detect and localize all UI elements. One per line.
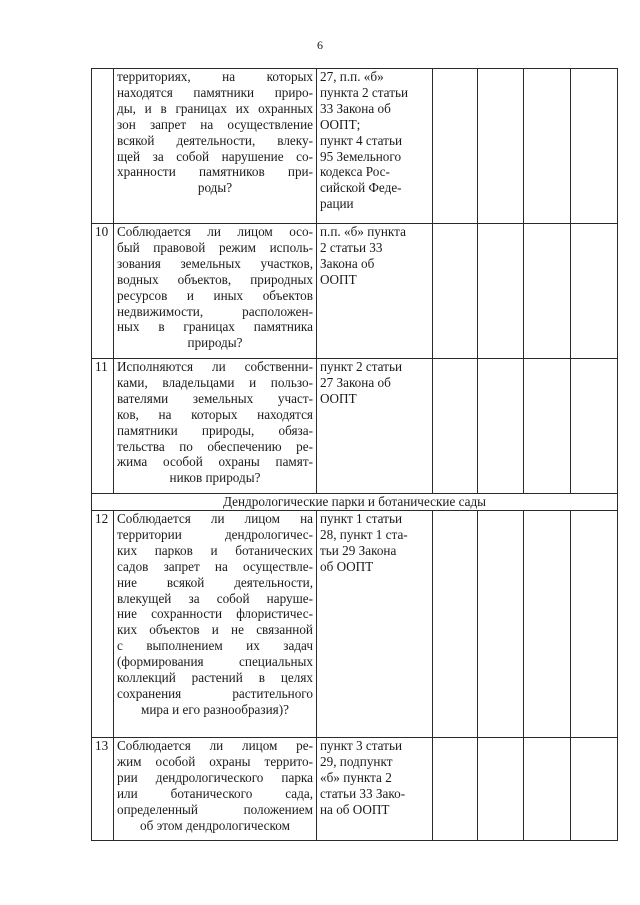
legal-basis-line: 28, пункт 1 ста- [320, 526, 408, 542]
legal-basis-line: ООПТ [320, 390, 357, 406]
legal-basis-line: статьи 33 Зако- [320, 785, 406, 801]
question-line: ных в границах памятника [117, 319, 313, 335]
legal-basis-line: пункта 2 статьи [320, 84, 409, 100]
legal-basis-line: Закона об [320, 255, 375, 271]
question-line: зования земельных участков, [117, 255, 313, 271]
question-line: щей за собой нарушение со- [117, 148, 313, 164]
legal-basis-line: «б» пункта 2 [320, 769, 392, 785]
legal-basis-line: кодекса Рос- [320, 164, 390, 180]
answer-cell [478, 738, 524, 841]
legal-basis-line: тьи 29 Закона [320, 542, 397, 558]
question-line: природы? [187, 335, 243, 351]
question-line: определенный положением [117, 801, 313, 817]
section-title: Дендрологические парки и ботанические сады [92, 494, 618, 511]
legal-basis-line: рации [320, 196, 354, 212]
answer-cell [478, 224, 524, 359]
legal-basis-cell [317, 511, 433, 738]
answer-cell [571, 69, 618, 224]
legal-basis-cell [317, 359, 433, 494]
answer-cell [571, 511, 618, 738]
question-cell [114, 738, 317, 841]
question-line: об этом дендрологическом [140, 817, 290, 833]
question-line: ние сохранности флористичес- [117, 606, 313, 622]
answer-cell [433, 359, 478, 494]
question-line: сохранения растительного [117, 685, 313, 701]
question-line: жима особой охраны памят- [117, 454, 313, 470]
legal-basis-line: 27, п.п. «б» [320, 69, 384, 84]
question-line: бый правовой режим исполь- [117, 239, 313, 255]
question-line: жим особой охраны террито- [117, 753, 313, 769]
answer-cell [478, 69, 524, 224]
legal-basis-line: на об ООПТ [320, 801, 390, 817]
legal-basis-line: 95 Земельного [320, 148, 402, 164]
row-number [92, 69, 114, 224]
table-row [92, 224, 618, 359]
question-line: Исполняются ли собственни- [117, 359, 313, 374]
question-line: ников природы? [169, 470, 261, 486]
answer-cell [524, 224, 571, 359]
question-cell [114, 511, 317, 738]
legal-basis-line: пункт 4 статьи [320, 132, 403, 148]
question-line: тельства по обеспечению ре- [117, 438, 313, 454]
answer-cell [433, 511, 478, 738]
legal-basis-line: ООПТ [320, 271, 357, 287]
question-line: (формирования специальных [117, 654, 313, 670]
question-line: вателями земельных участ- [117, 390, 313, 406]
legal-basis-line: ООПТ; [320, 116, 361, 132]
question-cell [114, 224, 317, 359]
legal-basis-line: пункт 2 статьи [320, 359, 403, 374]
question-line: или ботанического сада, [117, 785, 313, 801]
question-line: ды, и в границах их охранных [117, 100, 313, 116]
question-line: рии дендрологического парка [117, 769, 313, 785]
question-line: ками, владельцами и пользо- [117, 374, 313, 390]
question-line: влекущей за собой наруше- [117, 590, 313, 606]
question-line: роды? [197, 180, 233, 196]
legal-basis-line: п.п. «б» пункта [320, 224, 406, 239]
legal-basis-cell [317, 738, 433, 841]
legal-basis-line: 27 Закона об [320, 374, 391, 390]
question-line: находятся памятники приро- [117, 84, 313, 100]
answer-cell [571, 359, 618, 494]
row-number: 10 [92, 224, 114, 359]
question-line: памятники природы, обяза- [117, 422, 313, 438]
legal-basis-line: пункт 1 статьи [320, 511, 403, 526]
table-row [92, 738, 618, 841]
answer-cell [524, 69, 571, 224]
question-line: мира и его разнообразия)? [141, 701, 289, 717]
table-row [92, 69, 618, 224]
question-line: недвижимости, расположен- [117, 303, 313, 319]
question-line: водных объектов, природных [117, 271, 313, 287]
legal-basis-line: пункт 3 статьи [320, 738, 403, 753]
answer-cell [478, 511, 524, 738]
question-line: ких объектов и не связанной [117, 622, 313, 638]
question-line: ресурсов и иных объектов [117, 287, 313, 303]
legal-basis-line: 2 статьи 33 [320, 239, 383, 255]
answer-cell [524, 359, 571, 494]
checklist-table [91, 68, 618, 841]
question-line: Соблюдается ли лицом осо- [117, 224, 313, 239]
question-line: всякой деятельности, влеку- [117, 132, 313, 148]
section-header-row [92, 494, 618, 511]
legal-basis-line: об ООПТ [320, 558, 374, 574]
question-line: территории дендрологичес- [117, 526, 313, 542]
question-line: ких парков и ботанических [117, 542, 313, 558]
answer-cell [433, 738, 478, 841]
legal-basis-cell [317, 69, 433, 224]
answer-cell [571, 738, 618, 841]
legal-basis-line: 33 Закона об [320, 100, 391, 116]
legal-basis-line: сийской Феде- [320, 180, 402, 196]
answer-cell [524, 511, 571, 738]
question-line: Соблюдается ли лицом на [117, 511, 313, 526]
question-cell [114, 69, 317, 224]
row-number: 11 [92, 359, 114, 494]
page-number: 6 [317, 38, 323, 52]
row-number: 12 [92, 511, 114, 738]
answer-cell [571, 224, 618, 359]
answer-cell [433, 224, 478, 359]
question-line: хранности памятников при- [117, 164, 313, 180]
question-line: ние всякой деятельности, [117, 574, 313, 590]
question-line: зон запрет на осуществление [117, 116, 313, 132]
question-line: садов запрет на осуществле- [117, 558, 313, 574]
answer-cell [433, 69, 478, 224]
answer-cell [524, 738, 571, 841]
table-row [92, 511, 618, 738]
question-cell [114, 359, 317, 494]
answer-cell [478, 359, 524, 494]
legal-basis-line: 29, подпункт [320, 753, 393, 769]
question-line: с выполнением их задач [117, 638, 313, 654]
row-number: 13 [92, 738, 114, 841]
question-line: территориях, на которых [117, 69, 313, 84]
question-line: ков, на которых находятся [117, 406, 313, 422]
table-row [92, 359, 618, 494]
question-line: коллекций растений в целях [117, 670, 313, 686]
legal-basis-cell [317, 224, 433, 359]
question-line: Соблюдается ли лицом ре- [117, 738, 313, 753]
